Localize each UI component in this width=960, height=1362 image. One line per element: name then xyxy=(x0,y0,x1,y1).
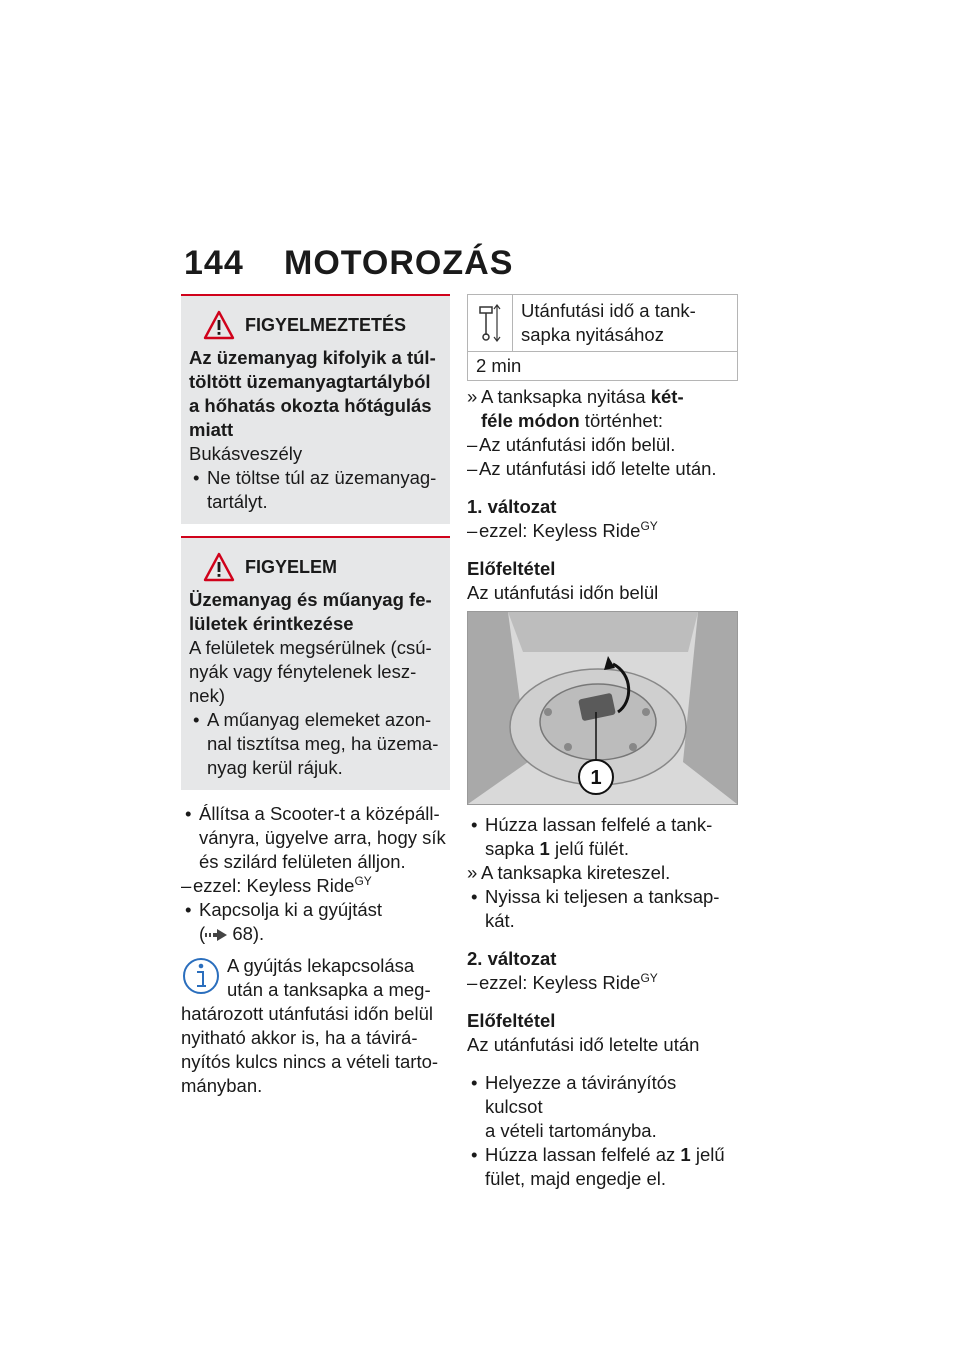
caution-bullet: • A műanyag elemeket azon- nal tisztítsa meg, ha üzema- nyag kerül rájuk. xyxy=(189,708,442,780)
variant-2-prereq: Az utánfutási idő letelte után xyxy=(467,1034,700,1055)
variant-1-step-pull: • Húzza lassan felfelé a tank- sapka 1 jelű fülét. xyxy=(467,813,738,861)
photo-callout-label: 1 xyxy=(590,767,602,789)
caution-description: A felületek megsérülnek (csú- nyák vagy fénytelenek lesz- nek) xyxy=(189,637,432,706)
timing-label: Utánfutási idő a tank- sapka nyitásához xyxy=(521,300,696,345)
option-within-time: – Az utánfutási időn belül. xyxy=(467,433,738,457)
variant-2-prereq-title: Előfeltétel xyxy=(467,1010,556,1031)
variant-1-prereq: Az utánfutási időn belül xyxy=(467,582,659,603)
caution-title: FIGYELEM xyxy=(245,557,338,577)
warning-hazard: Bukásveszély xyxy=(189,443,303,464)
warning-title: FIGYELMEZTETÉS xyxy=(245,315,407,335)
warning-bullet: • Ne töltse túl az üzemanyag- tartályt. xyxy=(189,466,442,514)
timing-table xyxy=(467,294,738,381)
step-ignition-off: • Kapcsolja ki a gyújtást ( 68). xyxy=(181,898,450,946)
caution-triangle-icon xyxy=(203,552,235,582)
chapter-title: MOTOROZÁS xyxy=(284,244,514,282)
variant-1-title: 1. változat xyxy=(467,496,557,517)
option-after-time: – Az utánfutási idő letelte után. xyxy=(467,457,738,481)
page-reference-arrow-icon xyxy=(205,929,227,941)
left-column xyxy=(181,294,450,1098)
variant-2-step-pull: • Húzza lassan felfelé az 1 jelű fület, majd engedje el. xyxy=(467,1143,738,1191)
step-center-stand: • Állítsa a Scooter-t a középáll- ványra, ügyelve arra, hogy sík és szilárd felületen álljon. xyxy=(181,802,450,874)
warning-heading: Az üzemanyag kifolyik a túl- töltött üzemanyagtartályból a hőhatás okozta hőtágulás miatt xyxy=(189,347,436,440)
fuel-cap-photo xyxy=(467,611,738,805)
warning-triangle-icon xyxy=(203,310,235,340)
page-number: 144 xyxy=(184,244,244,282)
variant-1-step-open: • Nyissa ki teljesen a tanksap- kát. xyxy=(467,885,738,933)
info-note: A gyújtás lekapcsolása után a tanksapka a meg- határozott utánfutási időn belül nyitható akkor is, ha a távirá- nyítós kulcs nincs a vételi tarto- mányban. xyxy=(181,955,439,1096)
keyless-condition: – ezzel: Keyless Ride$^{GY}$ xyxy=(181,874,450,898)
variant-2-step-key: • Helyezze a távirányítós kulcsot a vételi tartományba. xyxy=(467,1071,738,1143)
variant-1-result: » A tanksapka kireteszel. xyxy=(467,861,738,885)
page-reference[interactable]: 68). xyxy=(232,923,265,944)
variant-2-title: 2. változat xyxy=(467,948,557,969)
right-column xyxy=(467,294,738,1191)
caution-header xyxy=(203,550,442,584)
caliper-icon xyxy=(477,301,503,345)
variant-2-condition: – ezzel: Keyless Ride$^{GY}$ xyxy=(467,971,738,995)
opening-intro: » A tanksapka nyitása két- féle módon történhet: xyxy=(467,385,738,433)
info-icon xyxy=(181,954,221,998)
caution-box xyxy=(181,536,450,790)
warning-box xyxy=(181,294,450,524)
warning-header xyxy=(203,308,442,342)
variant-1-condition: – ezzel: Keyless Ride$^{GY}$ xyxy=(467,519,738,543)
variant-1-prereq-title: Előfeltétel xyxy=(467,558,556,579)
timing-value: 2 min xyxy=(476,355,522,376)
caution-heading: Üzemanyag és műanyag fe- lületek érintkezése xyxy=(189,589,432,634)
